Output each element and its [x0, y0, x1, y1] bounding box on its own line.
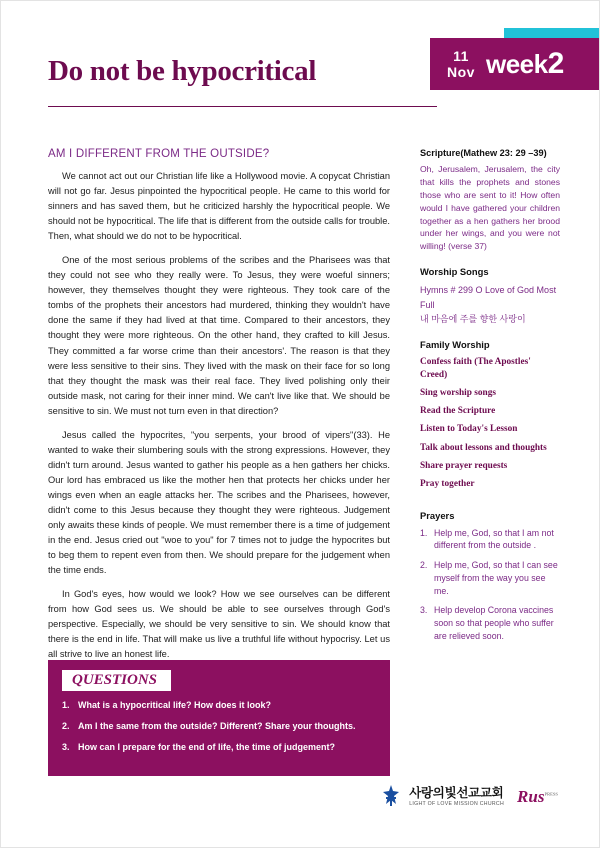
publisher-sup: PRESS — [544, 791, 558, 797]
publisher-logo — [517, 787, 558, 807]
worship-song: 내 마음에 주를 향한 사랑이 — [420, 314, 526, 325]
prayer-number: 3. — [420, 605, 428, 616]
list-item — [62, 720, 376, 732]
list-item — [420, 527, 560, 553]
footer-logo-row — [380, 784, 558, 810]
question-number: 1. — [62, 700, 70, 710]
prayer-text: Help me, God, so that I can see myself from the way you see me. — [434, 560, 558, 596]
badge-week — [486, 47, 564, 81]
spacer — [420, 326, 560, 339]
list-item: Pray together — [420, 479, 475, 490]
publisher-name: Rus — [517, 787, 545, 806]
question-text: Am I the same from the outside? Different? Share your thoughts. — [78, 721, 356, 732]
list-item: Read the Scripture — [420, 406, 496, 417]
worship-songs-heading: Worship Songs — [420, 266, 489, 278]
footer — [0, 784, 600, 814]
prayer-text: Help me, God, so that I am not different from the outside . — [434, 527, 554, 551]
family-worship-heading: Family Worship — [420, 339, 490, 351]
list-item: Talk about lessons and thoughts — [420, 442, 547, 453]
list-item — [420, 604, 560, 642]
list-item: Listen to Today's Lesson — [420, 424, 518, 435]
list-item — [62, 741, 376, 753]
questions-box — [48, 660, 390, 776]
scripture-text: Oh, Jerusalem, Jerusalem, the city that kills the prophets and stones those who are sent to it! How often would I have gathered your children together as a hen gathers her brood under her wings, and you were not willing! (verse 37) — [420, 164, 560, 252]
badge-week-label: week — [486, 49, 548, 79]
question-number: 3. — [62, 742, 70, 753]
church-name — [409, 787, 504, 807]
article-paragraph: Jesus called the hypocrites, "you serpents, your brood of vipers"(33). He wanted to wake their slumbering souls with the strong expressions. However, they didn't turn around. Jesus wanted to gather his people as a hen gathers her chicks. Our lord has embraced us like the mother hen that protects her chicks under her wings even when an eagle attacks her. The scribes and the Pharisees, however, didn't come to this Jesus because they thought they were righteous. Judgement only awaits these kinds of people. We must remember there is a time of judgement in the end. Jesus cried out "woe to you" for 7 times not to judge the hypocrites but to beg them to repent even from then. We should prepare for the judgement when the time ends. — [48, 429, 390, 576]
page-title: Do not be hypocritical — [48, 55, 317, 87]
question-text: How can I prepare for the end of life, the time of judgement? — [78, 742, 336, 753]
page-title-wrap — [48, 55, 448, 88]
badge-week-number: 2 — [547, 47, 564, 80]
badge-month: Nov — [447, 64, 475, 80]
spacer — [420, 497, 560, 510]
article-paragraph: One of the most serious problems of the scribes and the Pharisees was that they could not see who they really were. To Jesus, they were woeful sinners; however, they themselves thought they were righteous. They took care of the tombs of the prophets their ancestors had murdered, thinking they wouldn't have done the same if they had lived at that time. Compared to their ancestors, they thought they were more righteous. On the other hand, they crafted to kill Jesus. They committed a far worse crime than their ancestors'. The reason is that they were less sensitive to their sins. They lived with the mask on their face for so long that they thought the mask was their real face. They lived polishing only their outside mask, not caring for their inner mind. We can't live like that. We should be sensitive to sin. We must not turn even in that direction? — [48, 255, 390, 416]
list-item: Sing worship songs — [420, 387, 496, 398]
church-logo-icon — [380, 784, 402, 810]
title-divider — [48, 106, 437, 107]
questions-title: QUESTIONS — [62, 670, 171, 691]
church-name-en: LIGHT OF LOVE MISSION CHURCH — [409, 800, 505, 807]
section-heading: AM I DIFFERENT FROM THE OUTSIDE? — [48, 148, 270, 160]
list-item: Share prayer requests — [420, 461, 508, 471]
prayer-text: Help develop Corona vaccines soon so that people who suffer are relieved soon. — [434, 605, 554, 641]
prayers-heading: Prayers — [420, 509, 455, 521]
badge-accent-bar — [504, 28, 600, 38]
family-worship-list — [420, 356, 560, 490]
questions-list — [62, 699, 376, 753]
sidebar — [420, 148, 560, 650]
list-item: Confess faith (The Apostles' Creed) — [420, 357, 531, 380]
article-paragraph: We cannot act out our Christian life like a Hollywood movie. A copycat Christian will not go far. Jesus pinpointed the hypocritical people. He came to this world for sinners and has saved them, but he criticized harshly the hypocritical people. We should not be hypocritical. The life that is different from the outside calls for trouble. Then, what should we do not to be hypocritical. — [48, 171, 390, 242]
prayers-list — [420, 527, 560, 643]
badge-day: 11 — [453, 48, 469, 64]
question-number: 2. — [62, 721, 70, 732]
week-badge — [430, 38, 600, 90]
list-item — [62, 699, 376, 711]
scripture-heading: Scripture(Mathew 23: 29 –39) — [420, 148, 547, 158]
worship-song: Hymns # 299 O Love of God Most Full — [420, 285, 557, 310]
question-text: What is a hypocritical life? How does it look? — [78, 700, 272, 710]
church-name-kr: 사랑의빛선교교회 — [409, 786, 504, 801]
prayer-number: 2. — [420, 560, 428, 571]
prayer-number: 1. — [420, 527, 428, 538]
main-article — [48, 148, 390, 671]
list-item — [420, 559, 560, 597]
article-paragraph: In God's eyes, how would we look? How we see ourselves can be different from how God sees us. We should be able to see ourselves through God's perspective. Especially, we should be very sensitive to sin. We should know that there is the end in life. That will make us live a truthful life without hypocrisy. Let us all strive to live an honest life. — [48, 589, 390, 660]
